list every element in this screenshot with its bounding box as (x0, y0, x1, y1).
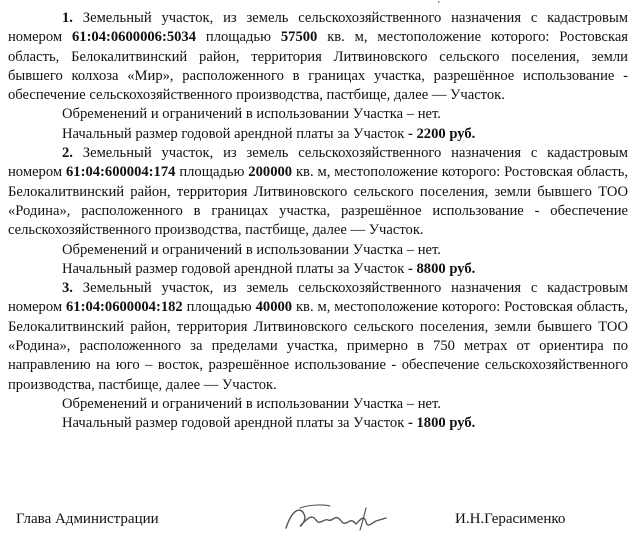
section-number: 3. (62, 280, 73, 297)
section-number: 1. (62, 10, 73, 26)
handwritten-signature (282, 500, 392, 536)
section-3 (8, 279, 628, 433)
section-intro: Земельный участок, из земель сельскохозяйственного назначения с кадастровым номером (8, 145, 628, 181)
cadastral-number: 61:04:0600006:5034 (71, 29, 197, 46)
area-value: 40000 (255, 299, 293, 316)
signatory-position: Глава Администрации (16, 511, 159, 527)
encumbrance-text: Обременений и ограничений в использовании Участка – нет. (62, 395, 441, 412)
document-body (8, 9, 628, 434)
section-paragraph (8, 144, 628, 240)
signature-block (0, 500, 640, 540)
rent-value: - 8800 руб. (407, 260, 476, 277)
encumbrance-text: Обременений и ограничений в использовании Участка – нет. (62, 241, 441, 258)
cadastral-number: 61:04:600004:174 (65, 164, 176, 181)
section-1 (8, 9, 628, 144)
cadastral-number: 61:04:0600004:182 (65, 299, 183, 316)
section-2 (8, 144, 628, 279)
stray-mark: ' (438, 0, 440, 11)
rent-label: Начальный размер годовой арендной платы за Участок (62, 260, 408, 277)
rent-line (8, 414, 628, 433)
section-paragraph (8, 279, 628, 395)
area-prefix: площадью (175, 164, 249, 181)
section-description: кв. м, местоположение которого: Ростовская область, Белокалитвинский район, территория Литвиновского сельского поселения, земли бывшего ТОО «Родина», расположенного в границах участка, разрешённое использование - обеспечение сельскохозяйственного производства, пастбище, далее — Участок. (8, 164, 629, 239)
rent-line (8, 260, 628, 279)
area-prefix: площадью (196, 29, 281, 46)
signatory-name: И.Н.Герасименко (455, 511, 566, 527)
section-description: кв. м, местоположение которого: Ростовская область, Белокалитвинский район, территория Литвиновского сельского поселения, земли бывшего колхоза «Мир», расположенного в границах участка, разрешённое использование - обеспечение сельскохозяйственного производства, пастбище, далее — Участок. (8, 29, 629, 104)
rent-line (8, 125, 628, 144)
rent-label: Начальный размер годовой арендной платы за Участок (62, 415, 408, 432)
area-value: 200000 (248, 164, 293, 181)
section-intro: Земельный участок, из земель сельскохозяйственного назначения с кадастровым номером (8, 280, 628, 316)
area-value: 57500 (280, 29, 318, 46)
section-number: 2. (62, 145, 73, 162)
rent-value: - 1800 руб. (407, 415, 476, 432)
section-paragraph (8, 9, 628, 105)
encumbrance-text: Обременений и ограничений в использовании Участка – нет. (62, 106, 441, 123)
rent-value: - 2200 руб. (407, 125, 476, 142)
rent-label: Начальный размер годовой арендной платы за Участок (62, 125, 408, 142)
section-description: кв. м, местоположение которого: Ростовская область, Белокалитвинский район, территория Литвиновского сельского поселения, земли бывшего ТОО «Родина», расположенного за пределами участка, примерно в 750 метрах от ориентира по направлению на юго – восток, разрешённое использование - обеспечение сельскохозяйственного производства, пастбище, далее — Участок. (8, 299, 629, 393)
area-prefix: площадью (182, 299, 256, 316)
section-intro: Земельный участок, из земель сельскохозяйственного назначения с кадастровым номером (8, 10, 628, 46)
